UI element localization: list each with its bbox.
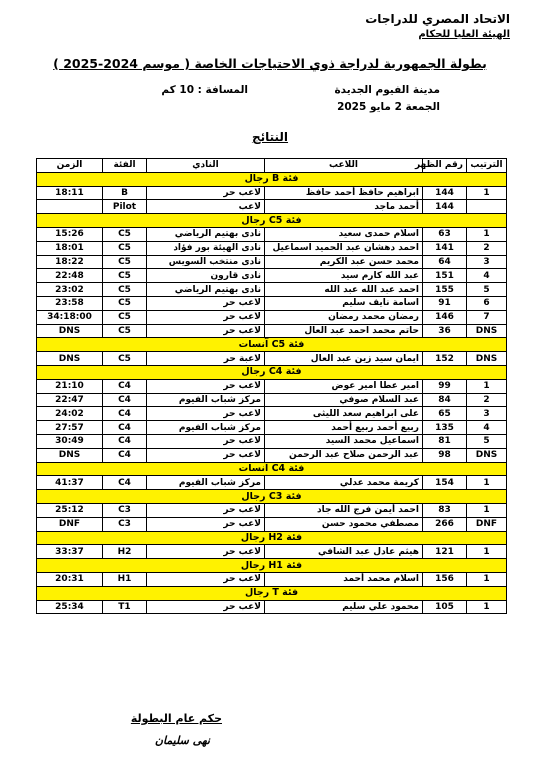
- cell-category: C3: [103, 517, 147, 531]
- cell-bib: 146: [423, 310, 467, 324]
- referee-name: نهى سليمان: [154, 734, 210, 747]
- category-header-row: [37, 214, 507, 228]
- cell-rank: 6: [467, 296, 507, 310]
- race-distance: المسافة : 10 كم: [161, 84, 248, 96]
- cell-time: 30:49: [37, 434, 103, 448]
- cell-time: 18:11: [37, 186, 103, 200]
- cell-club: لاعب حر: [147, 310, 265, 324]
- cell-player: احمد عبد الله عبد الله: [265, 283, 423, 297]
- cell-rank: 5: [467, 283, 507, 297]
- cell-club: لاعب: [147, 200, 265, 214]
- cell-time: [37, 200, 103, 214]
- cell-rank: 4: [467, 269, 507, 283]
- table-row: [37, 545, 507, 559]
- cell-bib: 154: [423, 476, 467, 490]
- category-header-row: [37, 172, 507, 186]
- cell-category: B: [103, 186, 147, 200]
- cell-bib: 65: [423, 407, 467, 421]
- cell-bib: 144: [423, 186, 467, 200]
- cell-category: C5: [103, 352, 147, 366]
- column-header-player: اللاعب: [265, 159, 423, 173]
- cell-time: 25:34: [37, 600, 103, 614]
- cell-time: 23:02: [37, 283, 103, 297]
- cell-rank: 1: [467, 227, 507, 241]
- results-table-body: [37, 172, 507, 614]
- cell-time: 20:31: [37, 572, 103, 586]
- table-row: [37, 296, 507, 310]
- cell-club: لاعب حر: [147, 434, 265, 448]
- cell-time: 25:12: [37, 503, 103, 517]
- cell-player: ابراهيم حافظ أحمد حافظ: [265, 186, 423, 200]
- cell-time: 27:57: [37, 421, 103, 435]
- cell-bib: 98: [423, 448, 467, 462]
- column-header-category: الفئة: [103, 159, 147, 173]
- cell-club: لاعبة حر: [147, 352, 265, 366]
- table-header-row: [37, 159, 507, 173]
- cell-category: C5: [103, 310, 147, 324]
- cell-player: امير عطا امير عوض: [265, 379, 423, 393]
- cell-player: ايمان سيد زين عبد العال: [265, 352, 423, 366]
- cell-category: C4: [103, 379, 147, 393]
- results-table: [36, 158, 507, 614]
- cell-category: C3: [103, 503, 147, 517]
- cell-rank: 1: [467, 545, 507, 559]
- table-row: [37, 393, 507, 407]
- cell-rank: 4: [467, 421, 507, 435]
- cell-bib: 99: [423, 379, 467, 393]
- table-row: [37, 241, 507, 255]
- category-header-row: [37, 365, 507, 379]
- cell-bib: 84: [423, 393, 467, 407]
- category-header-row: [37, 338, 507, 352]
- cell-club: لاعب حر: [147, 448, 265, 462]
- federation-name: الاتحاد المصري للدراجات: [365, 12, 510, 26]
- column-header-rank: الترتيب: [467, 159, 507, 173]
- cell-bib: 156: [423, 572, 467, 586]
- cell-category: C5: [103, 241, 147, 255]
- table-row: [37, 421, 507, 435]
- cell-category: C4: [103, 393, 147, 407]
- cell-bib: 152: [423, 352, 467, 366]
- cell-category: C5: [103, 283, 147, 297]
- referee-title: حكم عام البطولة: [130, 712, 222, 725]
- cell-club: نادى قارون: [147, 269, 265, 283]
- cell-player: مصطفي محمود حسن: [265, 517, 423, 531]
- cell-bib: 144: [423, 200, 467, 214]
- cell-player: محمد حسن عبد الكريم: [265, 255, 423, 269]
- cell-club: لاعب حر: [147, 572, 265, 586]
- cell-time: 15:26: [37, 227, 103, 241]
- cell-player: اسلام محمد أحمد: [265, 572, 423, 586]
- cell-time: 41:37: [37, 476, 103, 490]
- cell-club: لاعب حر: [147, 600, 265, 614]
- cell-rank: 1: [467, 503, 507, 517]
- cell-club: مركز شباب الفيوم: [147, 393, 265, 407]
- cell-category: C4: [103, 448, 147, 462]
- cell-player: كريمة محمد عدلي: [265, 476, 423, 490]
- cell-rank: DNS: [467, 352, 507, 366]
- cell-bib: 36: [423, 324, 467, 338]
- event-date: الجمعة 2 مايو 2025: [337, 101, 440, 113]
- cell-time: 18:01: [37, 241, 103, 255]
- cell-time: 33:37: [37, 545, 103, 559]
- cell-club: لاعب حر: [147, 545, 265, 559]
- table-row: [37, 503, 507, 517]
- cell-rank: DNS: [467, 448, 507, 462]
- cell-club: نادى منتخب السويس: [147, 255, 265, 269]
- cell-rank: 3: [467, 407, 507, 421]
- column-header-club: النادي: [147, 159, 265, 173]
- cell-bib: 91: [423, 296, 467, 310]
- cell-category: C5: [103, 269, 147, 283]
- cell-player: احمد دهشان عبد الحميد اسماعيل: [265, 241, 423, 255]
- cell-player: اسامة نايف سليم: [265, 296, 423, 310]
- cell-category: T1: [103, 600, 147, 614]
- cell-rank: 5: [467, 434, 507, 448]
- cell-rank: 2: [467, 241, 507, 255]
- cell-time: 24:02: [37, 407, 103, 421]
- table-row: [37, 476, 507, 490]
- cell-time: DNS: [37, 324, 103, 338]
- cell-player: محمود علي سليم: [265, 600, 423, 614]
- table-row: [37, 600, 507, 614]
- cell-club: نادى بهتيم الرياضي: [147, 227, 265, 241]
- event-city: مدينة الفيوم الجديدة: [334, 84, 440, 96]
- cell-player: عبد الله كارم سيد: [265, 269, 423, 283]
- table-row: [37, 324, 507, 338]
- category-label: فئة H1 رجال: [37, 559, 507, 573]
- column-header-time: الزمن: [37, 159, 103, 173]
- category-label: فئة C4 رجال: [37, 365, 507, 379]
- cell-club: لاعب حر: [147, 517, 265, 531]
- cell-rank: 1: [467, 572, 507, 586]
- cell-player: عبد السلام صوفي: [265, 393, 423, 407]
- table-row: [37, 283, 507, 297]
- category-label: فئة C4 آنسات: [37, 462, 507, 476]
- cell-club: مركز شباب الفيوم: [147, 476, 265, 490]
- cell-bib: 83: [423, 503, 467, 517]
- cell-rank: 1: [467, 379, 507, 393]
- cell-rank: DNS: [467, 324, 507, 338]
- cell-club: نادى بهتيم الرياضي: [147, 283, 265, 297]
- cell-bib: 141: [423, 241, 467, 255]
- cell-time: DNS: [37, 352, 103, 366]
- table-row: [37, 200, 507, 214]
- championship-title: بطولة الجمهورية لدراجة ذوي الاحتياجات الخاصة ( موسم 2024-2025 ): [53, 56, 487, 71]
- category-header-row: [37, 490, 507, 504]
- cell-time: 22:47: [37, 393, 103, 407]
- cell-bib: 151: [423, 269, 467, 283]
- cell-category: H1: [103, 572, 147, 586]
- cell-bib: 155: [423, 283, 467, 297]
- category-header-row: [37, 531, 507, 545]
- cell-category: C4: [103, 476, 147, 490]
- cell-rank: DNF: [467, 517, 507, 531]
- cell-club: لاعب حر: [147, 186, 265, 200]
- cell-bib: 135: [423, 421, 467, 435]
- cell-rank: 7: [467, 310, 507, 324]
- cell-time: DNS: [37, 448, 103, 462]
- cell-player: احمد أيمن فرج الله جاد: [265, 503, 423, 517]
- cell-club: لاعب حر: [147, 407, 265, 421]
- table-row: [37, 227, 507, 241]
- table-row: [37, 572, 507, 586]
- table-row: [37, 379, 507, 393]
- cell-time: DNF: [37, 517, 103, 531]
- cell-player: هيثم عادل عبد الشافي: [265, 545, 423, 559]
- cell-rank: 1: [467, 476, 507, 490]
- cell-category: C5: [103, 296, 147, 310]
- cell-category: Pilot: [103, 200, 147, 214]
- cell-bib: 81: [423, 434, 467, 448]
- cell-club: نادى الهيئة بور فؤاد: [147, 241, 265, 255]
- cell-time: 34:18:00: [37, 310, 103, 324]
- category-label: فئة C5 رجال: [37, 214, 507, 228]
- table-row: [37, 186, 507, 200]
- cell-club: لاعب حر: [147, 379, 265, 393]
- cell-bib: 64: [423, 255, 467, 269]
- cell-time: 22:48: [37, 269, 103, 283]
- cell-time: 21:10: [37, 379, 103, 393]
- cell-rank: 3: [467, 255, 507, 269]
- cell-time: 18:22: [37, 255, 103, 269]
- cell-category: C5: [103, 324, 147, 338]
- cell-time: 23:58: [37, 296, 103, 310]
- cell-category: C4: [103, 421, 147, 435]
- cell-player: رمضان محمد رمضان: [265, 310, 423, 324]
- cell-category: C5: [103, 227, 147, 241]
- cell-player: اسماعيل محمد السيد: [265, 434, 423, 448]
- cell-club: لاعب حر: [147, 296, 265, 310]
- cell-club: لاعب حر: [147, 503, 265, 517]
- table-row: [37, 517, 507, 531]
- cell-rank: 1: [467, 600, 507, 614]
- table-row: [37, 434, 507, 448]
- table-row: [37, 407, 507, 421]
- cell-bib: 63: [423, 227, 467, 241]
- cell-rank: 1: [467, 186, 507, 200]
- cell-bib: 266: [423, 517, 467, 531]
- committee-name: الهيئة العليا للحكام: [418, 29, 510, 40]
- category-header-row: [37, 586, 507, 600]
- category-header-row: [37, 559, 507, 573]
- cell-bib: 105: [423, 600, 467, 614]
- category-label: فئة C5 آنسات: [37, 338, 507, 352]
- cell-player: اسلام حمدى سعيد: [265, 227, 423, 241]
- results-heading: النتائج: [251, 130, 289, 144]
- table-row: [37, 310, 507, 324]
- cell-player: على ابراهيم سعد الليثى: [265, 407, 423, 421]
- category-label: فئة H2 رجال: [37, 531, 507, 545]
- cell-club: مركز شباب الفيوم: [147, 421, 265, 435]
- cell-bib: 121: [423, 545, 467, 559]
- category-label: فئة B رجال: [37, 172, 507, 186]
- cell-player: ربيع أحمد ربيع أحمد: [265, 421, 423, 435]
- cell-category: C4: [103, 434, 147, 448]
- table-row: [37, 255, 507, 269]
- category-label: فئة T رجال: [37, 586, 507, 600]
- category-header-row: [37, 462, 507, 476]
- cell-player: حاتم محمد احمد عبد العال: [265, 324, 423, 338]
- cell-club: لاعب حر: [147, 324, 265, 338]
- cell-rank: 2: [467, 393, 507, 407]
- cell-rank: [467, 200, 507, 214]
- category-label: فئة C3 رجال: [37, 490, 507, 504]
- cell-category: C5: [103, 255, 147, 269]
- table-row: [37, 448, 507, 462]
- cell-category: H2: [103, 545, 147, 559]
- column-header-bib: رقم الظهر: [423, 159, 467, 173]
- cell-category: C4: [103, 407, 147, 421]
- cell-player: أحمد ماجد: [265, 200, 423, 214]
- table-row: [37, 352, 507, 366]
- cell-player: عبد الرحمن صلاح عبد الرحمن: [265, 448, 423, 462]
- table-row: [37, 269, 507, 283]
